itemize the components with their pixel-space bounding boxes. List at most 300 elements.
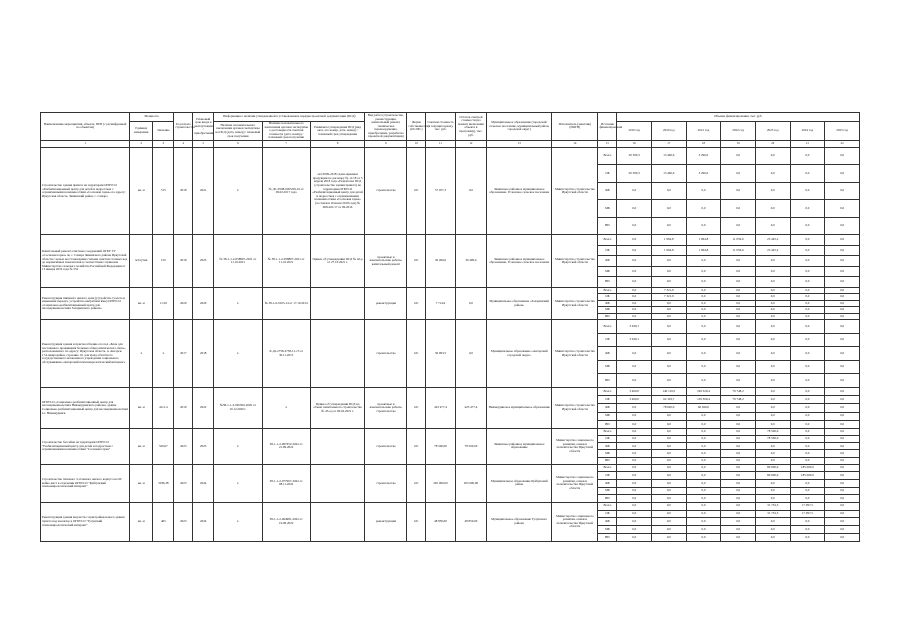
object-mo: Муниципальное образование Куйтунский район — [487, 464, 552, 502]
funding-amount: 0,0 — [825, 256, 860, 267]
object-end: 2020 — [193, 287, 214, 320]
funding-amount: 140 119,5 — [651, 387, 686, 395]
funding-amount: 3 639,1 — [617, 320, 652, 334]
funding-amount: 0,0 — [790, 396, 825, 404]
funding-amount: 0,0 — [721, 457, 756, 464]
funding-source: ОБ — [598, 245, 617, 256]
object-rest: 0,0 — [455, 147, 486, 235]
object-work: проектные и изыскательские работы, капитальный ремонт — [365, 235, 407, 288]
funding-amount: 1 994,8 — [686, 235, 721, 246]
funding-amount: 0,0 — [651, 428, 686, 435]
funding-amount: 0,0 — [617, 480, 652, 488]
funding-amount: 0,0 — [721, 487, 756, 495]
object-cost: 265 000,00 — [426, 464, 455, 502]
funding-amount: 0,0 — [825, 287, 860, 294]
object-unit: м3/сутки — [130, 235, 153, 288]
funding-amount: 0,0 — [825, 487, 860, 495]
funding-amount: 0,0 — [790, 360, 825, 374]
column-number: 9 — [365, 140, 407, 147]
object-work: реконструкция — [365, 502, 407, 541]
column-number: 5 — [193, 140, 214, 147]
funding-amount: 0,0 — [721, 480, 756, 488]
object-exp1: х — [214, 320, 262, 388]
funding-source: МБ — [598, 450, 617, 457]
object-name: ОГБУСО «Социально-реабилитационный центр для несовершеннолетних Нижнеудинского района» здание Социально-реабилитационный центр для несовершеннолетних в г. Нижнеудинск — [41, 387, 130, 428]
object-start: 2023 — [174, 502, 193, 541]
funding-amount: 0,0 — [617, 428, 652, 435]
table-row — [41, 235, 860, 246]
object-name: Капитальный ремонт очистных сооружений ОГБУ ГУ «Сосновая горка» по с. Самара Зиминского района Иркутской области с целью восстановления степени очистки сточных вод до нормативных показателей в соответствии с приказом Министерства сельского хозяйства Российской Федерации от 13 января 2016 года № 552 — [41, 235, 130, 288]
funding-amount: 0,0 — [825, 502, 860, 510]
funding-amount: 0,0 — [651, 374, 686, 388]
funding-amount: 0,0 — [686, 200, 721, 218]
funding-amount: 0,0 — [617, 412, 652, 420]
funding-amount: 0,0 — [721, 420, 756, 428]
funding-amount: 0,0 — [617, 235, 652, 246]
funding-amount: 0,0 — [686, 420, 721, 428]
funding-amount: 0,0 — [755, 347, 790, 361]
funding-amount: 0,0 — [686, 294, 721, 301]
object-own: ОС — [407, 287, 426, 320]
object-approval: акт 0009-2018 сдачи-приемки продукции по договору № 11/18 от 5 апреля 2018 года «Разработка ПСД (строительство здания приюта) на территории ОГБУСО «Реабилитационный центр для детей и подростков с ограниченными возможностями «Сосновая горка» (составлен 16 июля 2018 года) № 068-261/17 от 06.2016 — [310, 147, 365, 235]
funding-amount: 7 321,9 — [651, 287, 686, 294]
object-value: 3186,38 — [153, 464, 174, 502]
funding-amount: 0,0 — [686, 450, 721, 457]
funding-amount: 0,0 — [721, 320, 756, 334]
funding-amount: 0,0 — [721, 502, 756, 510]
funding-amount: 0,0 — [825, 147, 860, 165]
object-approval: Приказ об утверждении ПСД на объект капитального строительства № 43-од от 09.02.2021 г. — [310, 387, 365, 428]
column-number: 12 — [455, 140, 486, 147]
col-header-year-1: 2020 год — [651, 122, 686, 141]
funding-amount: 0,0 — [790, 436, 825, 443]
funding-amount: 0,0 — [651, 217, 686, 235]
funding-amount: 0,0 — [686, 360, 721, 374]
funding-amount: 0,0 — [755, 313, 790, 320]
funding-amount: 0,0 — [825, 294, 860, 301]
object-exec: Министерство строительства Иркутской области — [552, 147, 598, 235]
funding-amount: 0,0 — [825, 396, 860, 404]
table-row — [41, 320, 860, 334]
funding-amount: 0,0 — [790, 182, 825, 200]
funding-amount: 0,0 — [790, 420, 825, 428]
funding-amount: 0,0 — [686, 472, 721, 480]
object-name: Реконструкция здания медчасти с пристройки нового здания пункта под изолятор в ОГБУСО "Тулунский психоневрологический интернат" — [41, 502, 130, 541]
col-header-10: Исполнитель (заказчик) (ИОГВ) — [552, 113, 598, 141]
funding-amount: 0,0 — [651, 457, 686, 464]
funding-amount: 0,0 — [790, 245, 825, 256]
funding-amount: 0,0 — [755, 495, 790, 503]
funding-amount: 0,0 — [825, 412, 860, 420]
object-unit: кв. м — [130, 502, 153, 541]
funding-amount: 0,0 — [825, 480, 860, 488]
object-cost: 48 850,00 — [426, 502, 455, 541]
funding-amount: 0,0 — [686, 495, 721, 503]
object-rest: 0,0 — [455, 287, 486, 320]
funding-amount: 0,0 — [721, 287, 756, 294]
funding-amount: 0,0 — [721, 347, 756, 361]
object-value: 150 — [153, 235, 174, 288]
table-row — [41, 387, 860, 395]
funding-amount: 0,0 — [617, 307, 652, 314]
funding-source: ФБ — [598, 347, 617, 361]
object-work: строительство — [365, 464, 407, 502]
object-approval — [310, 320, 365, 388]
funding-amount: 0,0 — [686, 464, 721, 472]
funding-amount: 0,0 — [651, 420, 686, 428]
column-number: 13 — [487, 140, 552, 147]
funding-source: Всего — [598, 428, 617, 435]
column-number: 4 — [174, 140, 193, 147]
object-exec: Министерство строительства Иркутской области — [552, 387, 598, 428]
funding-amount: 0,0 — [617, 217, 652, 235]
funding-amount: 0,0 — [790, 147, 825, 165]
object-name: Строительство бассейна на территории ОГБУСО "Реабилитационный центр для детей и подростков с ограниченными возможностями "Сосновая горка" — [41, 428, 130, 464]
funding-source: ФБ — [598, 256, 617, 267]
funding-amount: 0,0 — [686, 443, 721, 450]
object-cost: 36 499,6 — [426, 235, 455, 288]
funding-source: Всего — [598, 502, 617, 510]
col-header-9: Муниципальное образование (городской/сельское поселение, муниципальный район, городской округ) — [487, 113, 552, 141]
funding-amount: 0,0 — [617, 472, 652, 480]
object-exp2: № 38-1-1-2-058807-2021 от 11.10.2021 — [262, 235, 310, 288]
funding-source: МБ — [598, 307, 617, 314]
funding-amount: 0,0 — [686, 256, 721, 267]
object-name: Реконструкция здания и приспособление его под «Блок для постоянного проживания больных общесоматического типа», расположенного по адресу: Иркутская область, п. Ангарск, 17А микрорайон, строение 10, для нужд областного государственного автономного учреждения социального обслуживания «Ангарский психоневрологический интернат» — [41, 320, 130, 388]
funding-amount: 0,0 — [721, 518, 756, 526]
funding-amount: 0,0 — [755, 307, 790, 314]
funding-amount: 0,0 — [721, 534, 756, 542]
funding-amount: 0,0 — [721, 147, 756, 165]
funding-amount: 0,0 — [825, 277, 860, 288]
object-value: 11,56 — [153, 287, 174, 320]
funding-amount: 0,0 — [825, 443, 860, 450]
funding-amount: 0,0 — [651, 510, 686, 518]
column-number: 6 — [214, 140, 262, 147]
col-header-year-3: 2022 год — [721, 122, 756, 141]
funding-source: ФБ — [598, 300, 617, 307]
object-approval — [310, 428, 365, 464]
funding-amount: 0,0 — [755, 256, 790, 267]
object-mo: Зиминское районное муниципальное образование, Услонское сельское поселение — [487, 147, 552, 235]
funding-amount: 0,0 — [617, 245, 652, 256]
funding-amount: 0,0 — [825, 428, 860, 435]
object-end: 2023 — [193, 235, 214, 288]
funding-amount: 0,0 — [790, 287, 825, 294]
funding-source: ФБ — [598, 480, 617, 488]
column-number: 22 — [825, 140, 860, 147]
object-start: 2019 — [174, 387, 193, 428]
funding-source: МБ — [598, 266, 617, 277]
funding-amount: 0,0 — [651, 412, 686, 420]
funding-amount: 0,0 — [825, 320, 860, 334]
funding-amount: 0,0 — [686, 412, 721, 420]
funding-amount: 0,0 — [790, 534, 825, 542]
object-value: х — [153, 320, 174, 388]
funding-amount: 0,0 — [617, 300, 652, 307]
funding-amount: 0,0 — [755, 287, 790, 294]
funding-amount: 0,0 — [686, 487, 721, 495]
object-cost: 36 993,5 — [426, 320, 455, 388]
funding-amount: 17 097,5 — [790, 510, 825, 518]
funding-amount: 0,0 — [651, 300, 686, 307]
funding-amount: 20 300,3 — [617, 165, 652, 183]
funding-amount: 3 296,0 — [686, 147, 721, 165]
funding-amount: 0,0 — [825, 313, 860, 320]
funding-source: ОБ — [598, 396, 617, 404]
funding-amount: 0,0 — [825, 420, 860, 428]
funding-amount: 0,0 — [825, 534, 860, 542]
funding-amount: 0,0 — [651, 266, 686, 277]
funding-amount: 78 500,0 — [755, 428, 790, 435]
funding-amount: 0,0 — [790, 518, 825, 526]
funding-amount: 1 994,8 — [686, 245, 721, 256]
object-end: 2018 — [193, 320, 214, 388]
funding-amount: 0,0 — [721, 526, 756, 534]
funding-source: ФБ — [598, 404, 617, 412]
object-work: строительство — [365, 147, 407, 235]
funding-source: Всего — [598, 147, 617, 165]
funding-amount: 20 300,3 — [617, 147, 652, 165]
column-number: 1 — [41, 140, 130, 147]
column-number: 2 — [130, 140, 153, 147]
object-mo: Муниципальное образование «Ангарский городской округ» — [487, 320, 552, 388]
funding-amount: 0,0 — [825, 510, 860, 518]
financing-table-sheet — [40, 112, 860, 622]
object-exp1: х — [214, 147, 262, 235]
object-exp2: 38-1-1-2-064981-2022 от 19.09.2022 — [262, 502, 310, 541]
funding-source: ВИ — [598, 495, 617, 503]
funding-amount: 78 020,0 — [651, 404, 686, 412]
object-approval — [310, 502, 365, 541]
funding-source: ВИ — [598, 313, 617, 320]
object-rest: 36 499,6 — [455, 235, 486, 288]
column-number: 15 — [598, 140, 617, 147]
funding-amount: 0,0 — [790, 313, 825, 320]
funding-amount: 0,0 — [617, 534, 652, 542]
funding-amount: 0,0 — [790, 450, 825, 457]
funding-amount: 0,0 — [651, 487, 686, 495]
funding-amount: 0,0 — [790, 487, 825, 495]
funding-amount: 0,0 — [825, 245, 860, 256]
funding-amount: 0,0 — [755, 420, 790, 428]
funding-amount: 0,0 — [651, 200, 686, 218]
table-row — [41, 502, 860, 510]
funding-amount: 0,0 — [721, 472, 756, 480]
funding-amount: 0,0 — [651, 256, 686, 267]
funding-amount: 80 000,0 — [755, 464, 790, 472]
funding-amount: 199 329,4 — [686, 387, 721, 395]
funding-amount: 0,0 — [755, 200, 790, 218]
object-end: 2021 — [193, 147, 214, 235]
funding-amount: 0,0 — [790, 217, 825, 235]
funding-amount: 0,0 — [790, 480, 825, 488]
funding-amount: 0,0 — [755, 294, 790, 301]
funding-amount: 0,0 — [617, 294, 652, 301]
funding-amount: 0,0 — [721, 294, 756, 301]
col-header-6: Форма собственности (ОС/МС) — [407, 113, 426, 141]
funding-amount: 0,0 — [790, 266, 825, 277]
funding-source: МБ — [598, 200, 617, 218]
funding-amount: 0,0 — [825, 165, 860, 183]
object-mo: Муниципальное образование «Заларинский район» — [487, 287, 552, 320]
object-exec: Министерство строительства Иркутской области — [552, 235, 598, 288]
table-row — [41, 428, 860, 435]
funding-amount: 0,0 — [721, 450, 756, 457]
funding-amount: 0,0 — [755, 374, 790, 388]
object-own: ОС — [407, 387, 426, 428]
funding-amount: 23 445,2 — [755, 235, 790, 246]
object-exp2: 38-1-1-2-067652-2022 от 21.09.2022 — [262, 428, 310, 464]
funding-amount: 3 400,0 — [617, 396, 652, 404]
col-header-5: Вид работ (строительство, реконструкция, капитальный ремонт, техническое перевооружение, приобретение, разработка проектной документации) — [365, 113, 407, 141]
funding-amount: 0,0 — [721, 200, 756, 218]
funding-amount: 0,0 — [686, 480, 721, 488]
funding-amount: 0,0 — [825, 266, 860, 277]
funding-amount: 0,0 — [617, 404, 652, 412]
funding-amount: 0,0 — [617, 420, 652, 428]
object-rest: 78 500,00 — [455, 428, 486, 464]
funding-amount: 0,0 — [651, 443, 686, 450]
object-own: ОС — [407, 464, 426, 502]
funding-amount: 0,0 — [825, 217, 860, 235]
column-number: 20 — [755, 140, 790, 147]
object-value: 526,07 — [153, 428, 174, 464]
col-header-11: Источник финансирования — [598, 113, 617, 141]
object-rest: 48 850,00 — [455, 502, 486, 541]
funding-amount: 0,0 — [755, 396, 790, 404]
funding-amount: 0,0 — [617, 256, 652, 267]
funding-amount: 0,0 — [825, 374, 860, 388]
funding-amount: 0,0 — [686, 510, 721, 518]
funding-amount: 79 748,2 — [721, 396, 756, 404]
funding-source: МБ — [598, 360, 617, 374]
funding-amount: 13 460,6 — [651, 165, 686, 183]
funding-amount: 0,0 — [617, 360, 652, 374]
funding-amount: 0,0 — [651, 480, 686, 488]
object-exp2: х — [262, 387, 310, 428]
object-exec: Министерство строительства Иркутской области — [552, 320, 598, 388]
funding-amount: 0,0 — [825, 182, 860, 200]
col-header-7: Сметная стоимость (в текущих ценах), тыс. руб. — [426, 113, 455, 141]
funding-amount: 13 460,6 — [651, 147, 686, 165]
object-cost: 423 477,4 — [426, 387, 455, 428]
funding-source: МБ — [598, 526, 617, 534]
funding-amount: 0,0 — [651, 495, 686, 503]
funding-amount: 0,0 — [651, 277, 686, 288]
object-work: строительство — [365, 320, 407, 388]
funding-source: ОБ — [598, 510, 617, 518]
funding-source: ОБ — [598, 436, 617, 443]
object-exec: Министерство строительства Иркутской области — [552, 287, 598, 320]
funding-amount: 0,0 — [755, 404, 790, 412]
funding-amount: 0,0 — [790, 387, 825, 395]
funding-amount: 0,0 — [721, 443, 756, 450]
funding-amount: 0,0 — [755, 333, 790, 347]
funding-amount: 3 296,0 — [686, 165, 721, 183]
funding-amount: 0,0 — [686, 436, 721, 443]
funding-amount: 0,0 — [790, 256, 825, 267]
funding-amount: 0,0 — [790, 200, 825, 218]
funding-amount: 0,0 — [721, 436, 756, 443]
funding-amount: 0,0 — [755, 387, 790, 395]
col-header-financing: Объемы финансирования, тыс. руб. — [617, 113, 860, 122]
funding-amount: 62 163,7 — [651, 396, 686, 404]
object-unit: кв. м — [130, 147, 153, 235]
funding-amount: 0,0 — [651, 320, 686, 334]
funding-amount: 0,0 — [825, 457, 860, 464]
funding-amount: 0,0 — [721, 256, 756, 267]
table-row — [41, 464, 860, 472]
col-header-psd-0: Наличие положительного заключения органов экспертизы на ПСД (дата, номер) / плановый срок получения — [214, 122, 262, 141]
column-number: 8 — [310, 140, 365, 147]
funding-amount: 0,0 — [755, 450, 790, 457]
funding-amount: 0,0 — [651, 436, 686, 443]
table-row — [41, 147, 860, 165]
funding-amount: 0,0 — [755, 147, 790, 165]
object-end: 2024 — [193, 464, 214, 502]
funding-amount: 139 309,4 — [686, 396, 721, 404]
funding-amount: 0,0 — [825, 360, 860, 374]
funding-amount: 0,0 — [825, 464, 860, 472]
funding-amount: 0,0 — [790, 333, 825, 347]
funding-amount: 0,0 — [617, 487, 652, 495]
object-rest: 423 477,4 — [455, 387, 486, 428]
object-exp2: Х-Дз-2758-2758-11-15 от 30.11.2015 — [262, 320, 310, 388]
funding-source: ВИ — [598, 374, 617, 388]
funding-amount: 0,0 — [755, 518, 790, 526]
funding-amount: 0,0 — [721, 217, 756, 235]
funding-amount: 0,0 — [686, 518, 721, 526]
funding-amount: 0,0 — [617, 518, 652, 526]
funding-source: ФБ — [598, 518, 617, 526]
column-number: 17 — [651, 140, 686, 147]
funding-source: МБ — [598, 487, 617, 495]
funding-amount: 0,0 — [825, 472, 860, 480]
funding-amount: 0,0 — [721, 374, 756, 388]
column-number: 18 — [686, 140, 721, 147]
funding-amount: 17 097,5 — [790, 502, 825, 510]
funding-amount: 0,0 — [686, 313, 721, 320]
funding-amount: 0,0 — [755, 217, 790, 235]
funding-amount: 0,0 — [755, 277, 790, 288]
funding-amount: 0,0 — [755, 300, 790, 307]
funding-amount: 0,0 — [686, 502, 721, 510]
column-number: 11 — [426, 140, 455, 147]
funding-amount: 0,0 — [825, 333, 860, 347]
object-name: Строительство здания приюта на территории ОГБУСО «Реабилитационный центр для детей и подростков с ограниченными возможностями «Сосновая горка» по адресу: Иркутская область, Зиминский район, с. Самара — [41, 147, 130, 235]
funding-amount: 0,0 — [825, 518, 860, 526]
funding-source: ВИ — [598, 420, 617, 428]
funding-amount: 0,0 — [755, 165, 790, 183]
funding-amount: 31 752,5 — [755, 510, 790, 518]
funding-amount: 11 059,6 — [721, 235, 756, 246]
col-header-psd-2: Реквизиты утверждения ПСД (вид акта, его номер, дата, номер) / плановый срок утверждения — [310, 122, 365, 141]
object-approval — [310, 464, 365, 502]
col-header-8: Остаток сметной стоимости (на момент включения объекта в программу), тыс. руб. — [455, 113, 486, 141]
object-own: ОС — [407, 320, 426, 388]
funding-amount: 0,0 — [790, 235, 825, 246]
column-number: 14 — [552, 140, 598, 147]
object-unit: кв. м — [130, 464, 153, 502]
funding-amount: 0,0 — [755, 443, 790, 450]
funding-source: ОБ — [598, 165, 617, 183]
funding-amount: 0,0 — [755, 480, 790, 488]
funding-amount: 0,0 — [617, 510, 652, 518]
funding-amount: 0,0 — [686, 217, 721, 235]
funding-source: ОБ — [598, 472, 617, 480]
object-value: 4111,4 — [153, 387, 174, 428]
